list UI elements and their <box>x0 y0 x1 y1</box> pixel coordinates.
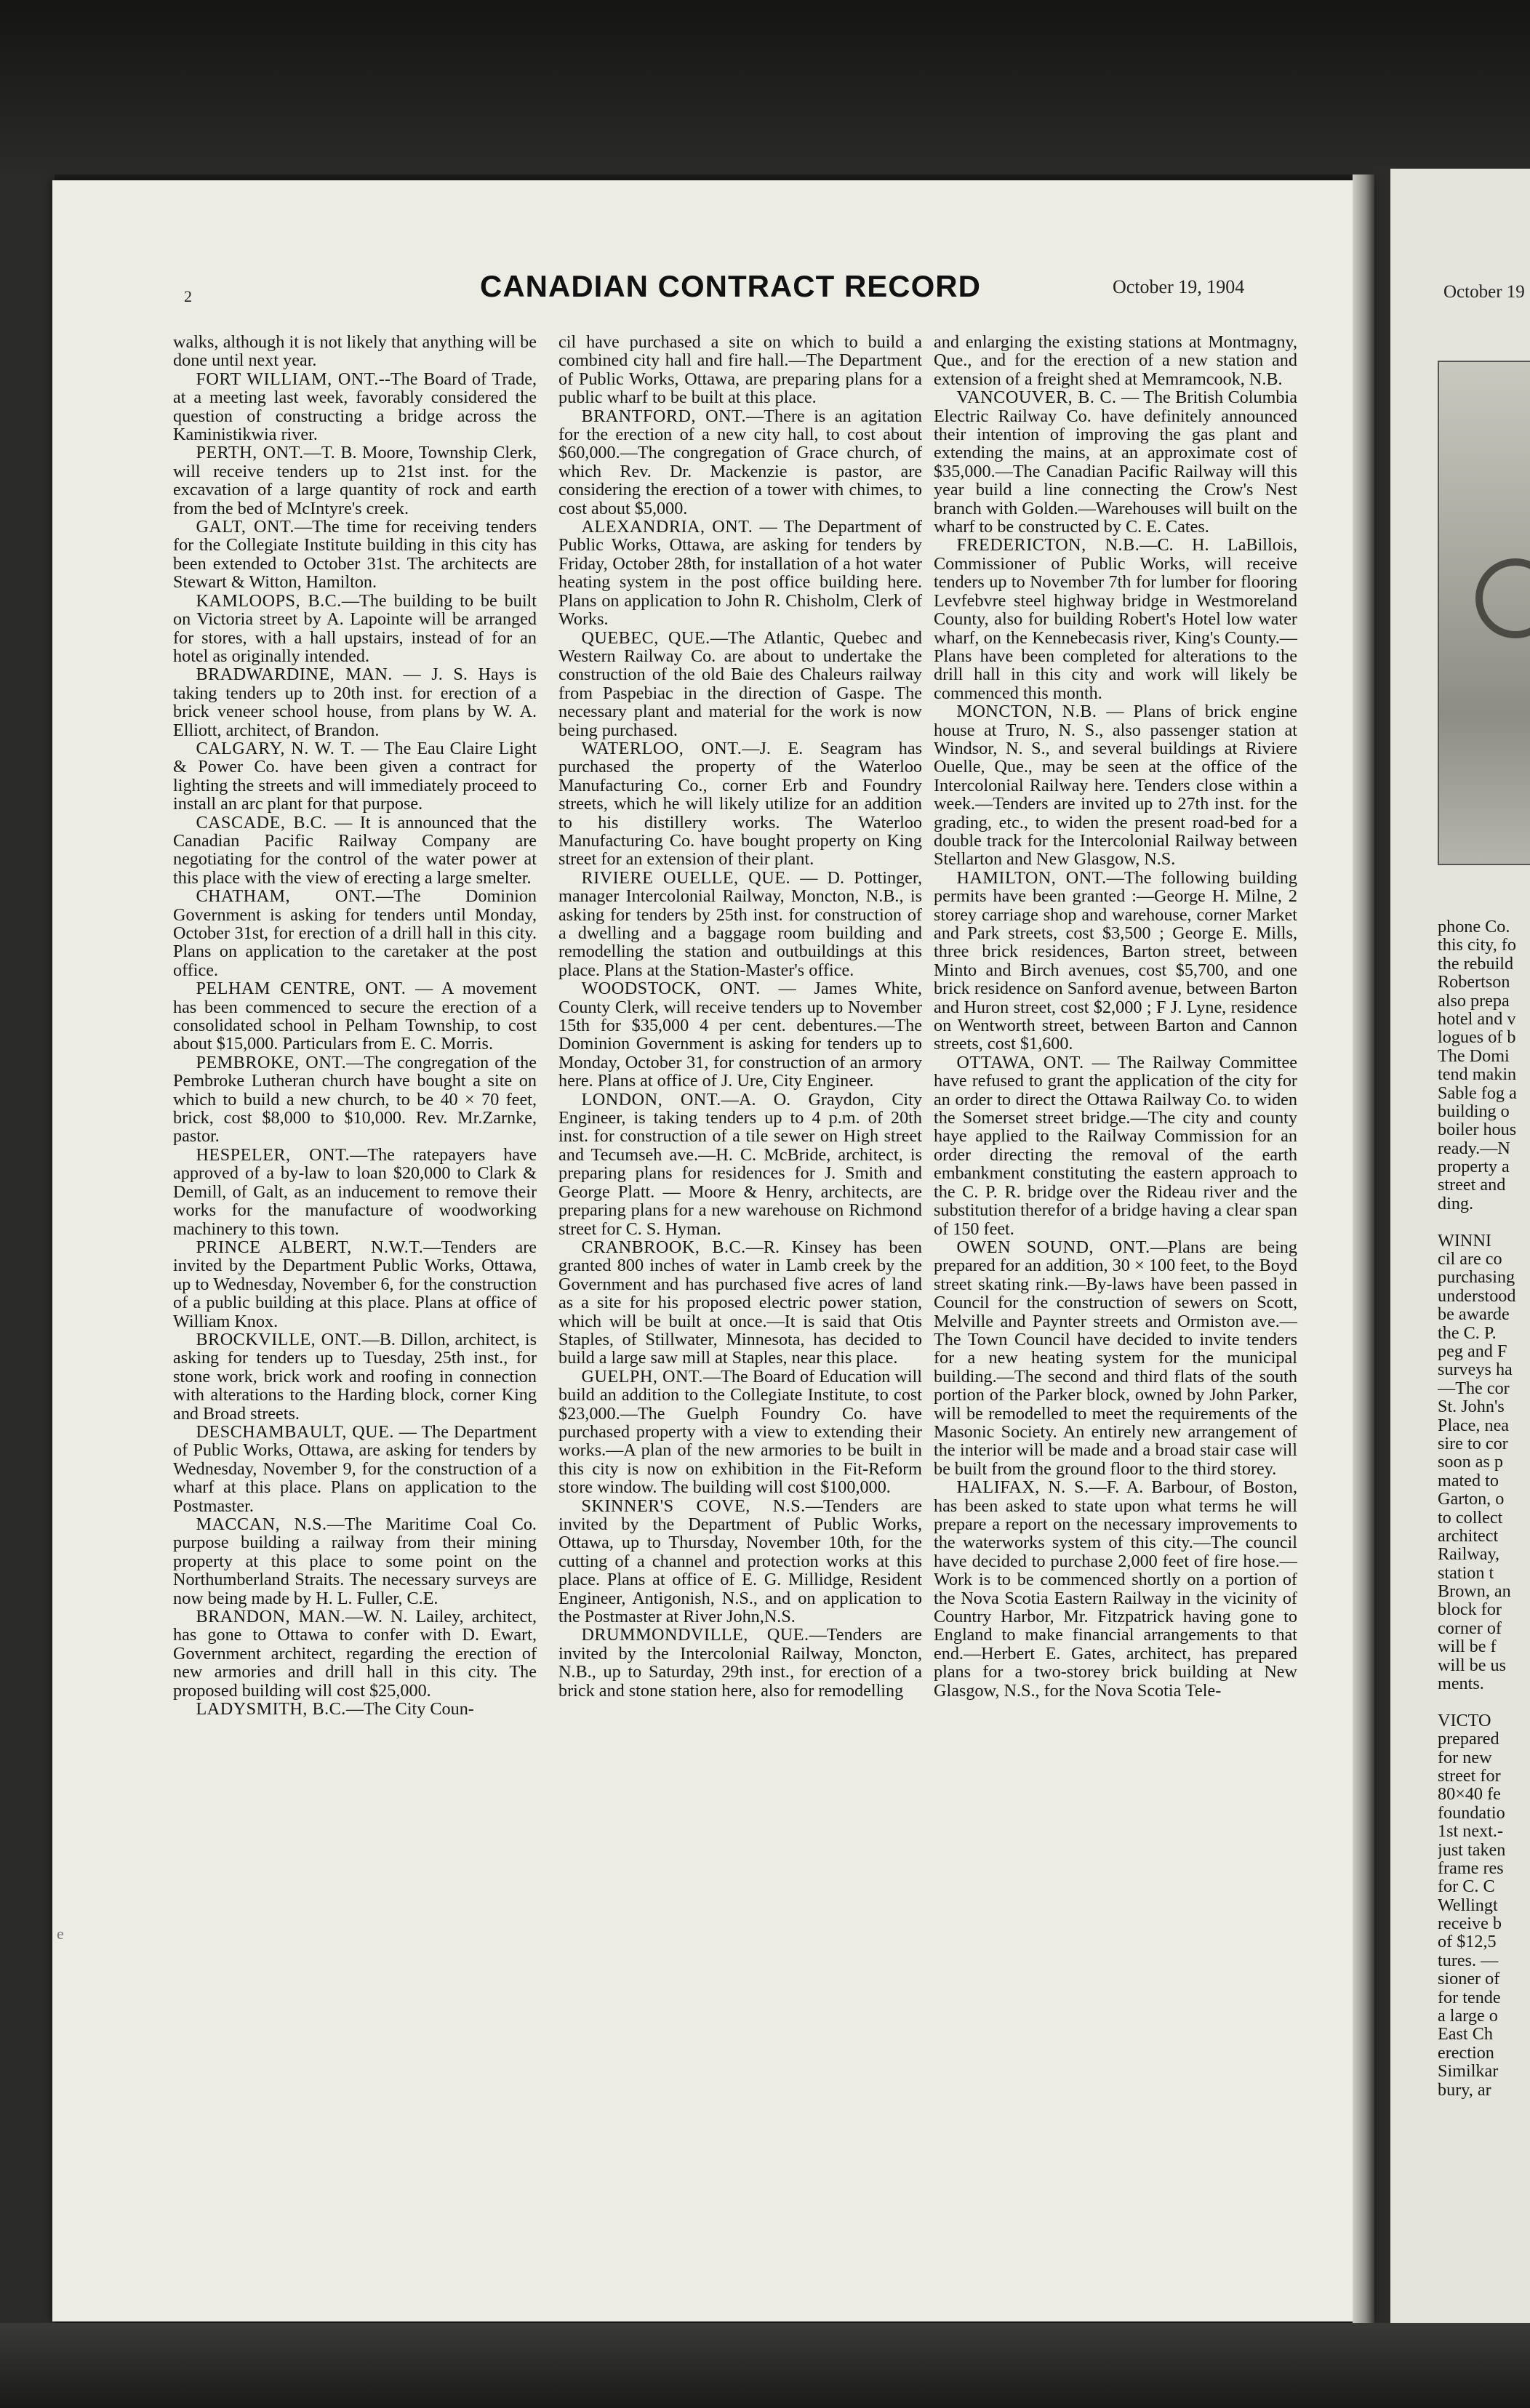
news-item <box>558 1238 922 1368</box>
facing-page-line: WINNI <box>1438 1230 1491 1251</box>
facing-page-line: Sable fog a <box>1438 1083 1517 1103</box>
gear-wheel-graphic <box>1475 558 1530 638</box>
news-item <box>173 1054 537 1146</box>
facing-page-line: for tende <box>1438 1987 1501 2007</box>
margin-mark: e <box>57 1925 64 1943</box>
news-item <box>173 444 537 518</box>
news-item-location: OWEN SOUND, ONT. <box>956 1237 1150 1257</box>
news-item-location: CALGARY, N. W. T. <box>196 738 356 758</box>
news-item <box>173 1146 537 1238</box>
facing-page-line: soon as p <box>1438 1452 1504 1472</box>
facing-page-line: just taken <box>1438 1839 1506 1860</box>
news-item <box>173 814 537 888</box>
facing-page-line: ding. <box>1438 1193 1474 1213</box>
facing-page-line: The Domi <box>1438 1046 1510 1066</box>
news-item <box>558 1497 922 1626</box>
scan-background-left <box>0 174 55 2408</box>
news-item-location: RIVIERE OUELLE, QUE. <box>581 867 791 888</box>
news-item-body: — The British Columbia Electric Railway Co. have definitely announced their intention of improving the gas plant and extending the mains, at an approximate cost of $35,000.—The Canadian Pacific Railway will this year build a line connecting the Crow's Nest branch with Golden.—Warehouses will built on the wharf to be constructed by C. E. Cates. <box>934 388 1297 537</box>
news-item-location: PELHAM CENTRE, ONT. <box>196 979 406 999</box>
news-item-body: —Tenders are invited by the Department of Public Works, Ottawa, up to Thursday, November 10th, for the cutting of a channel and protection works at this place. Plans at office of E. G. Millidge, Resident Engineer, Antigonish, N.S., and on application to the Postmaster at River John,N.S. <box>558 1496 922 1627</box>
news-item <box>173 370 537 444</box>
news-item-location: PEMBROKE, ONT. <box>196 1052 347 1072</box>
news-item <box>173 739 537 814</box>
news-item <box>934 869 1297 1054</box>
news-item-body: cil have purchased a site on which to build a combined city hall and fire hall.—The Department of Public Works, Ottawa, are preparing plans for a public wharf to be built at this place. <box>558 332 922 408</box>
machinery-photograph <box>1438 361 1530 865</box>
news-item-body: —The Dominion Government is asking for tenders until Monday, October 31st, for erection of a drill hall in this city. Plans on application to the caretaker at the post office. <box>173 886 537 980</box>
facing-page-line: 1st next.- <box>1438 1821 1504 1842</box>
scan-background-top <box>0 0 1530 174</box>
news-item <box>934 333 1297 388</box>
news-item-body: —The congregation of the Pembroke Lutheran church have bought a site on which to build a new church, to be 40 × 70 feet, brick, cost $8,000 to $10,000. Rev. Mr.Zarnke, pastor. <box>173 1052 537 1147</box>
news-item-body: —W. N. Lailey, architect, has gone to Ottawa to confer with D. Ewart, Government architect, regarding the erection of new armories and drill hall in this city. The proposed building will cost $25,000. <box>173 1607 537 1701</box>
news-item-location: QUEBEC, QUE. <box>581 627 710 648</box>
scan-background-bottom <box>0 2323 1530 2408</box>
news-item-location: GUELPH, ONT. <box>581 1366 703 1386</box>
news-item <box>934 388 1297 536</box>
news-item-location: GALT, ONT. <box>196 517 295 537</box>
issue-date: October 19, 1904 <box>1113 276 1245 297</box>
facing-page-line: Railway, <box>1438 1544 1500 1565</box>
news-item-body: —The time for receiving tenders for the Collegiate Institute building in this city has been extended to October 31st. The architects are Stewart & Witton, Hamilton. <box>173 517 537 593</box>
news-item-location: ALEXANDRIA, ONT. <box>581 517 753 537</box>
facing-page-line: sire to cor <box>1438 1433 1508 1453</box>
news-item-body: —T. B. Moore, Township Clerk, will receive tenders up to 21st inst. for the excavation of a large quantity of rock and earth from the bed of McIntyre's creek. <box>173 443 537 518</box>
facing-page-line: peg and F <box>1438 1341 1507 1361</box>
facing-page-line: boiler hous <box>1438 1120 1517 1140</box>
news-item-location: CASCADE, B.C. <box>196 812 327 832</box>
news-item <box>558 1368 922 1497</box>
news-item-location: VANCOUVER, B. C. <box>956 388 1117 408</box>
news-item-location: HAMILTON, ONT. <box>956 867 1107 888</box>
news-item-body: — D. Pottinger, manager Intercolonial Railway, Moncton, N.B., is asking for tenders by 25th inst. for construction of a dwelling and a baggage room building and remodelling the station and outbuildings at this place. Plans at the Station-Master's office. <box>558 867 923 980</box>
news-item-location: DESCHAMBAULT, QUE. <box>196 1421 394 1442</box>
facing-page-line: building o <box>1438 1101 1510 1121</box>
news-item-location: WATERLOO, ONT. <box>581 738 742 758</box>
news-item-body: --The Board of Trade, at a meeting last week, favorably considered the question of constructing a bridge across the Kaministikwia river. <box>173 369 537 445</box>
facing-page-line: Brown, an <box>1438 1581 1511 1602</box>
news-item-body: walks, although it is not likely that anything will be done until next year. <box>173 332 537 371</box>
facing-page-line: foundatio <box>1438 1802 1505 1823</box>
news-item <box>173 665 537 739</box>
facing-page-line <box>1438 1693 1529 1711</box>
news-item <box>173 1423 537 1515</box>
news-item-location: FREDERICTON, N.B. <box>956 535 1140 555</box>
news-item <box>934 1054 1297 1238</box>
facing-page-line: frame res <box>1438 1858 1504 1878</box>
news-item-body: — The Department of Public Works, Ottawa, are asking for tenders by Friday, October 28th, for installation of a hot water heating system in the post office building here. Plans on application to John R. Chisholm, Clerk of Works. <box>558 517 922 630</box>
news-item-location: WOODSTOCK, ONT. <box>581 979 761 999</box>
news-item-location: LONDON, ONT. <box>581 1089 721 1109</box>
facing-page-line: mated to <box>1438 1470 1499 1490</box>
facing-page-line: of $12,5 <box>1438 1932 1497 1952</box>
news-item <box>173 333 537 370</box>
news-item <box>558 979 922 1090</box>
news-item <box>558 407 922 518</box>
facing-page-line: Garton, o <box>1438 1489 1505 1509</box>
facing-page-line: ready.—N <box>1438 1138 1510 1158</box>
facing-page-line: —The cor <box>1438 1378 1510 1398</box>
news-item-location: BRADWARDINE, MAN. <box>196 665 393 685</box>
news-item-body: —B. Dillon, architect, is asking for tenders up to Tuesday, 25th inst., for stone work, brick work and roofing in connection with alterations to the Harding block, corner King and Broad streets. <box>173 1329 537 1424</box>
facing-page-line: surveys ha <box>1438 1360 1513 1380</box>
news-item <box>934 1238 1297 1478</box>
facing-page-line: will be f <box>1438 1637 1497 1657</box>
page-fold-shadow <box>1353 174 1374 2327</box>
news-item-body: —Tenders are invited by the Intercolonial Railway, Moncton, N.B., up to Saturday, 29th inst., for erection of a brick and stone station here, also for remodelling <box>558 1625 922 1701</box>
news-item <box>934 1478 1297 1700</box>
facing-page-line: architect <box>1438 1525 1499 1546</box>
facing-page-line: property a <box>1438 1157 1510 1177</box>
facing-page-line: also prepa <box>1438 990 1510 1011</box>
page-number: 2 <box>184 287 192 305</box>
facing-page-line: be awarde <box>1438 1304 1510 1325</box>
facing-page-line: the rebuild <box>1438 953 1514 974</box>
article-column-2 <box>558 333 922 1700</box>
facing-page-line: prepared <box>1438 1729 1499 1749</box>
facing-page-line: for new <box>1438 1747 1492 1767</box>
news-item <box>173 1608 537 1700</box>
news-item-location: CHATHAM, ONT. <box>196 886 376 907</box>
news-item-location: MACCAN, N.S. <box>196 1514 327 1534</box>
news-item-body: —Plans are being prepared for an addition, 30 × 100 feet, to the Boyd street skating rink.—By-laws have been passed in Council for the construction of sewers on Scott, Melville and Paynter streets and Ormiston ave.—The Town Council have decided to invite tenders for a new heating system for the municipal building.—The second and third flats of the south portion of the Parker block, owned by John Parker, will be remodelled to meet the requirements of the Masonic Society. An entirely new arrangement of the interior will be made and a broad stair case will be built from the ground floor to the third storey. <box>934 1237 1297 1479</box>
facing-page-line: for C. C <box>1438 1877 1495 1897</box>
facing-page-line: street and <box>1438 1175 1506 1195</box>
facing-page-line: tures. — <box>1438 1950 1499 1970</box>
facing-page-line: sioner of <box>1438 1969 1500 1989</box>
news-item-body: and enlarging the existing stations at Montmagny, Que., and for the erection of a new station and extension of a freight shed at Memramcook, N.B. <box>934 332 1297 389</box>
news-item-location: BROCKVILLE, ONT. <box>196 1329 362 1349</box>
news-item <box>173 1515 537 1608</box>
article-column-1 <box>173 333 537 1718</box>
news-item-location: MONCTON, N.B. <box>956 702 1097 722</box>
news-item <box>173 518 537 592</box>
news-item-body: —There is an agitation for the erection of a new city hall, to cost about $60,000.—The congregation of Grace church, of which Rev. Dr. Mackenzie is pastor, are considering the erection of a tower with chimes, to cost about $5,000. <box>558 406 922 518</box>
news-item-location: HALIFAX, N. S. <box>956 1477 1089 1498</box>
facing-page-line: phone Co. <box>1438 918 1510 936</box>
facing-page-line: block for <box>1438 1600 1502 1620</box>
news-item <box>558 739 922 869</box>
news-item-body: —J. E. Seagram has purchased the property of the Waterloo Manufacturing Co., corner Erb and Foundry streets, which he will likely utilize for an addition to his distillery works. The Waterloo Manufacturing Co. have bought property on King street for an extension of their plant. <box>558 738 922 870</box>
facing-page-line: VICTO <box>1438 1710 1491 1730</box>
facing-page-line: Wellingt <box>1438 1895 1498 1915</box>
news-item-body: —A. O. Graydon, City Engineer, is taking tenders up to 4 p.m. of 20th inst. for construction of a tile sewer on High street and Tecumseh ave.—H. C. McBride, architect, is preparing plans for residences for J. Smith and George Platt. — Moore & Henry, architects, are preparing plans for a new warehouse on Richmond street for C. S. Hyman. <box>558 1089 923 1239</box>
facing-page-line: this city, fo <box>1438 935 1516 955</box>
news-item-body: —R. Kinsey has been granted 800 inches of water in Lamb creek by the Government and has purchased five acres of land as a site for his proposed electric power station, which will be built at once.—It is said that Otis Staples, of Stillwater, Minnesota, has decided to build a large saw mill at Staples, near this place. <box>558 1237 923 1368</box>
news-item-body: —F. A. Barbour, of Boston, has been asked to state upon what terms he will prepare a report on the necessary improvements to the waterworks system of this city.—The council have decided to purchase 2,000 feet of fire hose.—Work is to be commenced shortly on a portion of the Nova Scotia Eastern Railway in the vicinity of Country Harbor, Mr. Fitzpatrick having gone to England to make financial arrangements to that end.—Herbert E. Gates, architect, has prepared plans for a two-storey brick building at New Glasgow, N.S., for the Nova Scotia Tele- <box>934 1477 1297 1701</box>
news-item <box>934 536 1297 702</box>
facing-page-line: a large o <box>1438 2006 1498 2026</box>
masthead-title: CANADIAN CONTRACT RECORD <box>480 269 981 303</box>
news-item-body: — James White, County Clerk, will receive tenders up to November 15th for $35,000 4 per cent. debentures.—The Dominion Government is asking for tenders up to Monday, October 31, for construction of an armory here. Plans at office of J. Ure, City Engineer. <box>558 979 922 1091</box>
news-item-body: — J. S. Hays is taking tenders up to 20th inst. for erection of a brick veneer school house, from plans by W. A. Elliott, architect, of Brandon. <box>173 665 537 740</box>
news-item-location: SKINNER'S COVE, N.S. <box>581 1496 806 1516</box>
facing-page-line: street for <box>1438 1765 1501 1786</box>
news-item <box>173 1238 537 1331</box>
facing-page-column <box>1438 918 1529 2099</box>
facing-page-line: logues of b <box>1438 1027 1516 1048</box>
news-item <box>558 869 922 979</box>
news-item <box>934 702 1297 869</box>
facing-page-line: bury, ar <box>1438 2079 1491 2099</box>
news-item-location: HESPELER, ONT. <box>196 1144 351 1165</box>
news-item-body: — Plans of brick engine house at Truro, N. S., also passenger station at Windsor, N. S., and several buildings at Riviere Ouelle, Que., may be seen at the office of the Intercolonial Railway here. Tenders close within a week.—Tenders are invited up to 27th inst. for the grading, etc., to widen the present road-bed for a double track for the Intercolonial Railway between Stellarton and New Glasgow, N.S. <box>934 702 1297 870</box>
facing-page-line: 80×40 fe <box>1438 1784 1501 1805</box>
news-item-location: DRUMMONDVILLE, QUE. <box>581 1625 809 1645</box>
news-item-location: FORT WILLIAM, ONT. <box>196 369 379 389</box>
facing-page-line: Robertson <box>1438 972 1510 992</box>
facing-page-line: cil are co <box>1438 1249 1502 1269</box>
news-item-body: —The following building permits have been granted :—George H. Milne, 2 storey carriage shop and warehouse, corner Market and Park streets, cost $3,500 ; George E. Mills, three brick residences, Barton street, between Minto and Birch avenues, cost $5,700, and one brick residence on Sanford avenue, between Barton and Huron street, cost $2,000 ; F J. Lyne, residence on Wentworth street, between Barton and Cannon streets, cost $1,600. <box>934 867 1297 1054</box>
facing-page-line: to collect <box>1438 1507 1503 1528</box>
news-item-body: —C. H. LaBillois, Commissioner of Public Works, will receive tenders up to November 7th for lumber for flooring Levfebvre steel highway bridge in Westmoreland County, also for building Robert's Hotel low water wharf, on the Kennebecasis river, King's County.—Plans have been completed for alterations to the drill hall in this city and work will likely be commenced this month. <box>934 535 1298 703</box>
news-item <box>558 1626 922 1700</box>
news-item-body: — The Department of Public Works, Ottawa, are asking for tenders by Wednesday, November 9, for the construction of a wharf at this place. Plans on application to the Postmaster. <box>173 1421 537 1516</box>
facing-page-line: receive b <box>1438 1914 1502 1934</box>
facing-page-line: ments. <box>1438 1674 1484 1694</box>
news-item-body: —The ratepayers have approved of a by-law to loan $20,000 to Clark & Demill, of Galt, as an inducement to remove their works for the manufacture of woodworking machinery to this town. <box>173 1144 537 1239</box>
article-column-3 <box>934 333 1297 1700</box>
news-item-body: —The City Coun- <box>345 1699 474 1719</box>
news-item <box>173 887 537 979</box>
facing-page-line: Similkar <box>1438 2061 1499 2082</box>
news-item <box>558 1091 922 1238</box>
facing-page-line <box>1438 1213 1529 1231</box>
facing-page-line: corner of <box>1438 1618 1502 1638</box>
news-item-body: — A movement has been commenced to secure the erection of a consolidated school in Pelham Township, to cost about $15,000. Particulars from E. C. Morris. <box>173 979 537 1054</box>
facing-page-line: will be us <box>1438 1655 1507 1675</box>
facing-page-line: St. John's <box>1438 1397 1505 1417</box>
news-item <box>173 1331 537 1423</box>
news-item-location: PERTH, ONT. <box>196 443 304 463</box>
news-item <box>558 333 922 407</box>
news-item-location: LADYSMITH, B.C. <box>196 1699 346 1719</box>
facing-page-line: station t <box>1438 1562 1494 1583</box>
facing-page-line: tend makin <box>1438 1064 1517 1085</box>
facing-page-line: hotel and v <box>1438 1008 1516 1029</box>
facing-page-line: the C. P. <box>1438 1323 1497 1343</box>
news-item-location: BRANTFORD, ONT. <box>581 406 747 426</box>
news-item-location: PRINCE ALBERT, N.W.T. <box>196 1237 424 1257</box>
facing-page-line: East Ch <box>1438 2024 1493 2044</box>
news-item-body: —The building to be built on Victoria street by A. Lapointe will be arranged for stores, with a hall upstairs, instead of for an hotel as originally intended. <box>173 590 537 666</box>
news-item-body: —The Board of Education will build an addition to the Collegiate Institute, to cost $23,000.—The Guelph Foundry Co. have purchased property with a view to extending their works.—A plan of the new armories to be built in this city is now on exhibition in the Fit-Reform store window. The building will cost $100,000. <box>558 1366 922 1498</box>
news-item-body: —The Maritime Coal Co. purpose building a railway from their mining property at this place to some point on the Northumberland Straits. The necessary surveys are now being made by H. L. Fuller, C.E. <box>173 1514 537 1608</box>
facing-page-line: erection <box>1438 2042 1494 2063</box>
news-item <box>173 979 537 1054</box>
news-item-location: CRANBROOK, B.C. <box>581 1237 746 1257</box>
facing-page-line: purchasing <box>1438 1267 1515 1288</box>
news-item-body: —Tenders are invited by the Department Public Works, Ottawa, up to Wednesday, November 6, for the construction of a public building at this place. Plans at office of William Knox. <box>173 1237 537 1331</box>
news-item-body: — It is announced that the Canadian Pacific Railway Company are negotiating for the control of the water power at this place with the view of erecting a large smelter. <box>173 812 537 888</box>
news-item <box>173 592 537 666</box>
facing-page-date: October 19 <box>1443 282 1525 302</box>
news-item-location: BRANDON, MAN. <box>196 1607 346 1627</box>
news-item <box>173 1700 537 1718</box>
news-item-location: KAMLOOPS, B.C. <box>196 590 342 611</box>
news-item-body: — The Eau Claire Light & Power Co. have been given a contract for lighting the streets and will immediately proceed to install an arc plant for that purpose. <box>173 738 537 814</box>
facing-page-line: Place, nea <box>1438 1415 1510 1435</box>
facing-page-line: understood <box>1438 1285 1516 1306</box>
news-item-location: OTTAWA, ONT. <box>956 1052 1084 1072</box>
news-item <box>558 629 922 739</box>
news-item <box>558 518 922 628</box>
news-item-body: — The Railway Committee have refused to grant the application of the city for an order to direct the Ottawa Railway Co. to widen the Somerset street bridge.—The city and county haye applied to the Railway Commission for an order directing the removal of the earth embankment constituting the eastern approach to the C. P. R. bridge over the Rideau river and the substitution therefor of a bridge having a clear span of 150 feet. <box>934 1052 1297 1239</box>
news-item-body: —The Atlantic, Quebec and Western Railway Co. are about to undertake the construction of the old Baie des Chaleurs railway from Paspebiac in the direction of Gaspe. The necessary plant and material for the work is now being purchased. <box>558 627 922 740</box>
